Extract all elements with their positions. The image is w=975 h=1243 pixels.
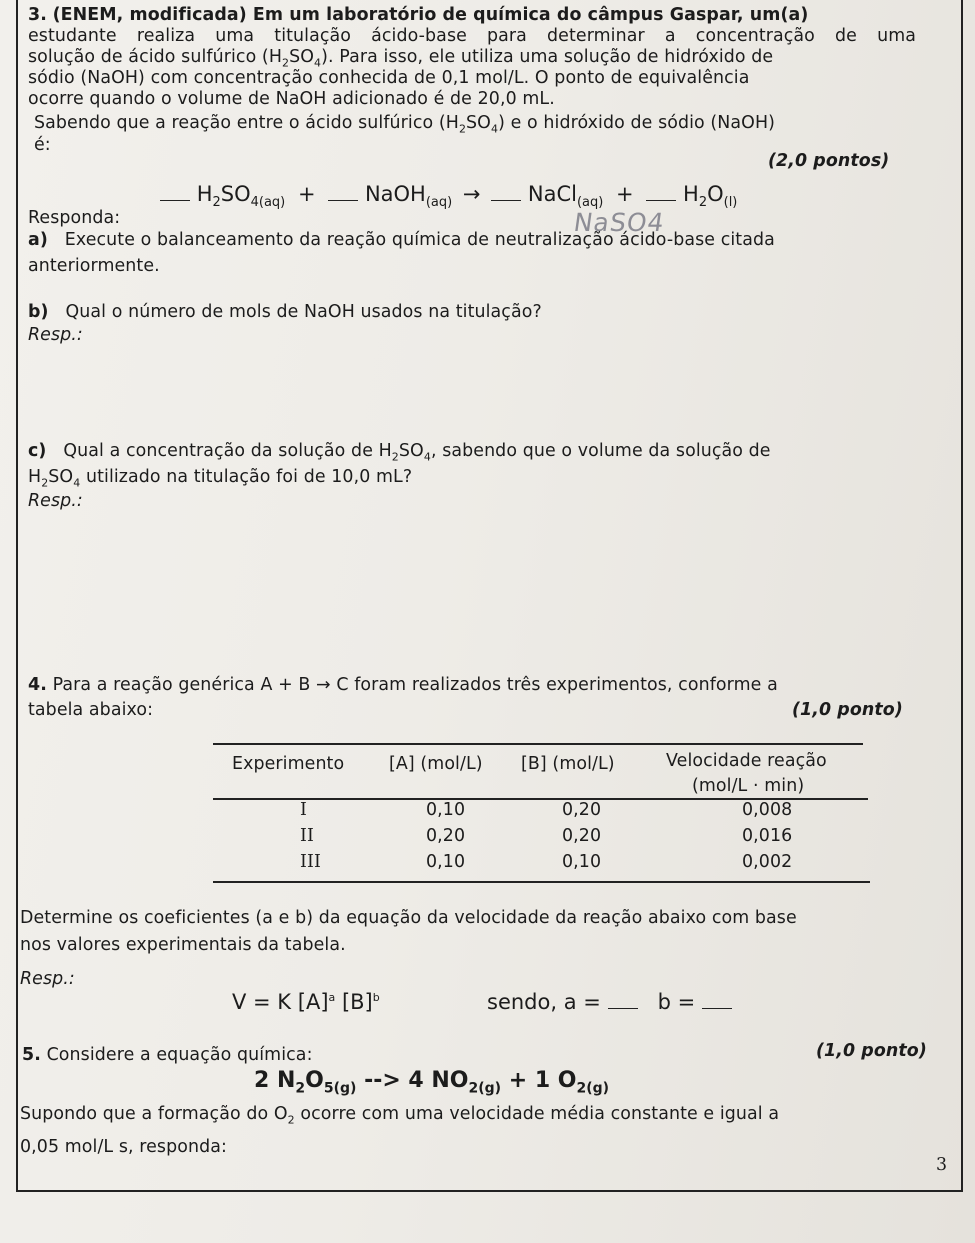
q4-line-2: tabela abaixo: xyxy=(28,700,154,720)
q3-line-2: estudante realiza uma titulação ácido-base para determinar a concentração de uma xyxy=(28,26,916,46)
table-cell: 0,10 xyxy=(426,800,466,820)
th-velocidade: Velocidade reação xyxy=(666,751,827,771)
q3-line-1-text: (ENEM, modificada) Em um laboratório de química do câmpus Gaspar, um(a) xyxy=(52,5,809,25)
q5-equation: 2 $N_2O_{5(g)}$ --> 4 $NO_{2(g)} + 1$ $O_{2(g)}$ xyxy=(254,1068,610,1097)
q5-supondo: Supondo que a formação do $O_2$ ocorre com uma velocidade média constante e igual a xyxy=(20,1104,780,1127)
q5-line-1: 5. Considere a equação química: xyxy=(22,1045,313,1065)
q3-line-1 xyxy=(28,4,808,26)
table-cell: 0,016 xyxy=(742,826,793,846)
q3-points: (2,0 pontos) xyxy=(768,151,890,171)
q3-item-c-cont: $H_2SO_4$ utilizado na titulação foi de 10,0 mL? xyxy=(28,467,413,490)
q5-points: (1,0 ponto) xyxy=(816,1041,927,1061)
answer-b-blank[interactable] xyxy=(702,1004,732,1009)
answer-a-blank[interactable] xyxy=(608,1004,638,1009)
q3-line-4: sódio (NaOH) com concentração conhecida de 0,1 mol/L. O ponto de equivalência xyxy=(28,68,750,88)
q3-line-7: é: xyxy=(34,135,51,155)
q3-responda: Responda: xyxy=(28,208,121,228)
rate-equation: V = K $[A]^a$ $[B]^b$ xyxy=(232,990,380,1014)
th-experimento: Experimento xyxy=(232,754,345,774)
table-cell: 0,20 xyxy=(562,800,602,820)
q4-determine-2: nos valores experimentais da tabela. xyxy=(20,935,346,955)
q3-number: 3. xyxy=(28,5,47,25)
q3-equation: $H_2SO_{4(aq)}$ + NaOH$_{(aq)}$ → NaCl$_{(aq)}$ + $H_2O_{(l)}$ xyxy=(160,182,737,206)
table-cell: III xyxy=(300,852,321,872)
q4-resp: Resp.: xyxy=(20,969,75,989)
table-cell: 0,002 xyxy=(742,852,793,872)
q4-line-1: 4. Para a reação genérica A + B → C foram realizados três experimentos, conforme a xyxy=(28,675,778,695)
table-cell: 0,10 xyxy=(562,852,602,872)
q3-item-a-cont: anteriormente. xyxy=(28,256,160,276)
handwritten-note: NaSO4 xyxy=(571,208,667,237)
q3-line-3: solução de ácido sulfúrico $(H_2SO_4)$. Para isso, ele utiliza uma solução de hidróxido de xyxy=(28,47,774,70)
q4-points: (1,0 ponto) xyxy=(792,700,903,720)
th-b: [B] (mol/L) xyxy=(521,754,615,774)
q3-item-c: c) Qual a concentração da solução de $H_2SO_4$, sabendo que o volume da solução de xyxy=(28,441,771,464)
table-cell: II xyxy=(300,826,314,846)
table-cell: 0,008 xyxy=(742,800,793,820)
q5-line-3: 0,05 mol/L s, responda: xyxy=(20,1137,227,1157)
q4-determine-1: Determine os coeficientes (a e b) da equação da velocidade da reação abaixo com base xyxy=(20,908,797,928)
table-top-rule xyxy=(213,743,863,745)
table-cell: 0,20 xyxy=(562,826,602,846)
q3-item-b: b) Qual o número de mols de NaOH usados na titulação? xyxy=(28,302,542,322)
q3-item-b-resp: Resp.: xyxy=(28,325,83,345)
th-unit: (mol/L · min) xyxy=(692,776,805,796)
th-a: [A] (mol/L) xyxy=(389,754,483,774)
sendo-line: sendo, a = b = xyxy=(487,990,732,1014)
q3-item-a: a) Execute o balanceamento da reação química de neutralização ácido-base citada xyxy=(28,230,775,250)
q3-line-5: ocorre quando o volume de NaOH adicionado é de 20,0 mL. xyxy=(28,89,555,109)
table-bottom-rule xyxy=(213,881,870,883)
q3-line-6: Sabendo que a reação entre o ácido sulfúrico $(H_2SO_4)$ e o hidróxido de sódio (NaOH) xyxy=(34,113,776,136)
q3-item-c-resp: Resp.: xyxy=(28,491,83,511)
table-cell: 0,10 xyxy=(426,852,466,872)
page-number: 3 xyxy=(936,1155,948,1175)
table-cell: I xyxy=(300,800,307,820)
table-cell: 0,20 xyxy=(426,826,466,846)
